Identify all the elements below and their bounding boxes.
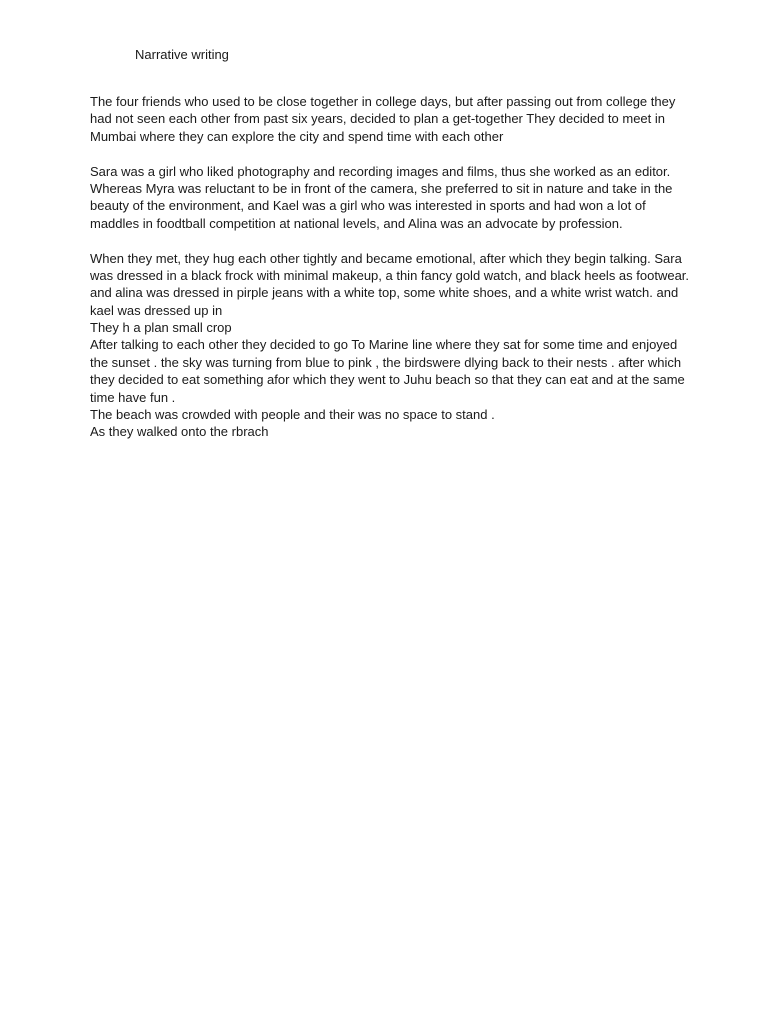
text-line: time have fun . <box>90 389 176 405</box>
text-line: Sara was a girl who liked photography and recording images and films, thus she worked as an editor. <box>90 163 671 179</box>
paragraph <box>90 250 690 441</box>
text-line: They h a plan small crop <box>90 320 232 336</box>
text-line: the sunset . the sky was turning from blue to pink , the birdswere dlying back to their nests . after which <box>90 354 682 370</box>
document-body <box>90 93 690 441</box>
text-line: had not seen each other from past six years, decided to plan a get-together They decided to meet in <box>90 111 666 127</box>
document-title: Narrative writing <box>135 47 229 62</box>
text-line: The four friends who used to be close together in college days, but after passing out from college they <box>90 94 676 109</box>
text-line: When they met, they hug each other tightly and became emotional, after which they begin talking. Sara <box>90 250 682 266</box>
paragraph <box>90 163 690 233</box>
text-line: The beach was crowded with people and their was no space to stand . <box>90 407 495 423</box>
text-line: they decided to eat something afor which they went to Juhu beach so that they can eat and at the same <box>90 372 685 388</box>
paragraph <box>90 93 690 145</box>
paragraph-gap <box>90 145 690 162</box>
text-line: Mumbai where they can explore the city and spend time with each other <box>90 128 504 144</box>
text-line: Whereas Myra was reluctant to be in front of the camera, she preferred to sit in nature and take in the <box>90 180 673 196</box>
paragraph-gap <box>90 232 690 249</box>
text-line: beauty of the environment, and Kael was a girl who was interested in sports and had won a lot of <box>90 198 646 214</box>
text-line: was dressed in a black frock with minimal makeup, a thin fancy gold watch, and black heels as footwear. <box>90 267 690 283</box>
text-line: maddles in foodtball competition at national levels, and Alina was an advocate by profession. <box>90 215 623 231</box>
text-line: and alina was dressed in pirple jeans with a white top, some white shoes, and a white wrist watch. and <box>90 285 679 301</box>
text-line: kael was dressed up in <box>90 302 223 318</box>
text-line: After talking to each other they decided to go To Marine line where they sat for some time and enjoyed <box>90 337 678 353</box>
text-line: As they walked onto the rbrach <box>90 424 269 440</box>
